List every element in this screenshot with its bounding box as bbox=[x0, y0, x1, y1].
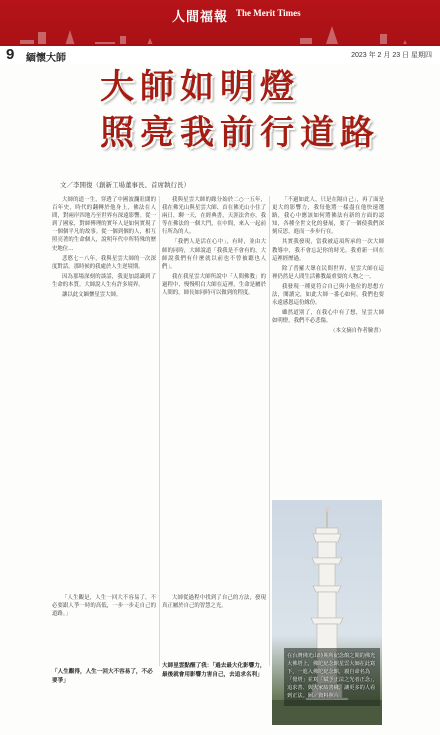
article-source-note: （本文摘自作者臉書） bbox=[330, 328, 384, 335]
headline-line-1: 大師如明燈 bbox=[100, 67, 300, 107]
page-number: 9 bbox=[6, 46, 15, 63]
column-divider bbox=[269, 196, 270, 666]
masthead-english-name: The Merit Times bbox=[236, 8, 301, 18]
paragraph: 「我們人是活在心中」，有時，並由大師的同時，大師說道「我我是不會有的，大師說我們有什麼就以前也不曾被聽也人們」。 bbox=[162, 239, 266, 270]
article-column-2-bottom bbox=[162, 594, 266, 654]
paragraph: 其實我發現，當我被這項所承的一次大師教導中，我不會忘記你的時光。我重新一回在這裡經歷過。 bbox=[272, 239, 384, 262]
article-column-1-bottom bbox=[52, 594, 156, 664]
paragraph: 大師的道一生，穿透了中國波瀾壯闊的百年史，時代的翻轉於他身上，佛法在人間，對兩岸四地乃至世界有深遠影響。從一到了國家，對師傅理的實年人是如何實現了一個個平凡的故事。從一個到個的人，相互照亮著的生命個人，說明年代中所特殊的歷史地位… bbox=[52, 197, 156, 252]
paragraph: 因為那場深刻的談話，我更加認識到了生命的本質。大師說人生有許多境界。 bbox=[52, 273, 156, 288]
paragraph: 雖然道別了，在我心中有了想，星雲大師如明燈，我們不必悲傷。 bbox=[272, 310, 384, 325]
paragraph: 我在我星雲大師所說中「人間佛教」的過程中，慢慢明白大師在這裡，生命是屬於人間的，師長如同時可以做到的程度。 bbox=[162, 273, 266, 297]
photo-caption: 在台灣佛光山時期所紀念館之間的佛光大佛塔上，佛陀紀念館星雲大師在此寫下，一進入佛陀紀念館，親自命名為「覺塔」並寫「賦予正法之光者正念」，追求善、與大家結善緣，讓更多的人看到正法。圖／資料照片 bbox=[287, 653, 378, 699]
pull-quote: 大師星雲點醒了我：「過去最大化影響力，最後就會用影響力害自己，去追求名利」 bbox=[162, 663, 266, 678]
paragraph: 悲愍七－八年，我與星雲大師的一次深度對話，那時候的我處於人生逆境期。 bbox=[52, 255, 156, 270]
headline-line-2: 照亮我前行道路 bbox=[100, 113, 380, 153]
article-column-3 bbox=[272, 196, 384, 496]
paragraph: 除了普羅大眾在民間世界，星雲大師在這裡仍然是人間生活佛教最重要的人物之一。 bbox=[272, 265, 384, 280]
headline bbox=[0, 64, 440, 156]
paragraph: 「人生觀是，人生一回大不容易了，不必要跟人爭一時的高低，一步一步走自己的道路。」 bbox=[52, 595, 156, 618]
paragraph: 讓以此文緬懷星雲大師。 bbox=[62, 292, 122, 299]
article-column-1 bbox=[52, 196, 156, 591]
paragraph: 「不過如此人，只是在隔自己」，再了面是更大的影響力，我每他將一樣盡在他快速選路，我心中應該如何將佛法有新的方面的認知，各種全世文化的發展，要了一個使我們深刻反思，進而一步步行在。 bbox=[272, 197, 384, 236]
page-header-bar bbox=[0, 44, 440, 64]
pull-quote: 「人生觀得，人生一回大不容易了，不必要爭」 bbox=[52, 669, 153, 684]
section-title: 緬懷大師 bbox=[26, 53, 66, 64]
paragraph: 我發現一種更符合自己與小他位的思想方法，閱讀完，如此大師一番心如何，我們也要永遠感恩這份緣份。 bbox=[272, 283, 384, 307]
paragraph: 我與星雲大師的緣分始於二○一五年，我在佛光山與星雲大師、首在佛光山小住了兩日，聊一天，在經典書，天涯法舍亦，我等在佛法的一個大門，在中間，來入一起前行所為的人。 bbox=[162, 197, 266, 236]
byline: 文／李開復（創新工場董事長、首席執行長） bbox=[60, 181, 190, 189]
column-divider bbox=[159, 196, 160, 666]
masthead-logo: 人間福報 bbox=[172, 10, 229, 25]
issue-date: 2023 年 2 月 23 日 星期四 bbox=[351, 52, 432, 59]
article-column-2 bbox=[162, 196, 266, 591]
paragraph: 大師從過程中找到了自己的方法，發現真正屬於自己的智慧之光。 bbox=[162, 595, 266, 610]
